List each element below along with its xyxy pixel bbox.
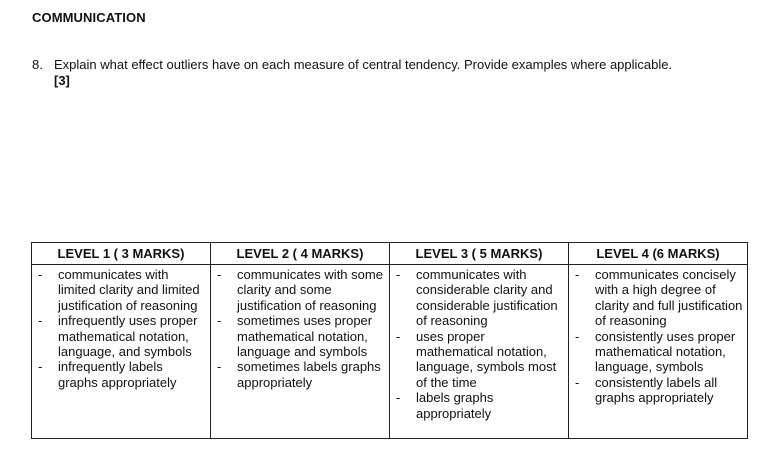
level-2-header: LEVEL 2 ( 4 MARKS)	[211, 243, 390, 265]
level-3-header: LEVEL 3 ( 5 MARKS)	[390, 243, 569, 265]
criterion: - sometimes labels graphs appropriately	[215, 359, 385, 390]
level-4-criteria	[569, 265, 748, 439]
rubric-header-row	[32, 243, 748, 265]
level-3-criteria-list	[394, 267, 564, 421]
question-8	[32, 57, 673, 88]
criterion: - communicates with limited clarity and limited justification of reasoning	[36, 267, 206, 313]
criterion: - communicates concisely with a high degree of clarity and full justification of reasoning	[573, 267, 743, 329]
criterion: - uses proper mathematical notation, language, symbols most of the time	[394, 329, 564, 391]
criterion: - communicates with some clarity and some justification of reasoning	[215, 267, 385, 313]
level-1-header: LEVEL 1 ( 3 MARKS)	[32, 243, 211, 265]
level-1-criteria-list	[36, 267, 206, 390]
level-4-header: LEVEL 4 (6 MARKS)	[569, 243, 748, 265]
level-2-criteria	[211, 265, 390, 439]
criterion: - infrequently uses proper mathematical notation, language, and symbols	[36, 313, 206, 359]
question-marks: [3]	[54, 73, 70, 88]
question-text: Explain what effect outliers have on each measure of central tendency. Provide examples where applicable.	[54, 57, 673, 72]
rubric-table	[31, 242, 748, 439]
rubric-criteria-row	[32, 265, 748, 439]
criterion: - infrequently labels graphs appropriately	[36, 359, 206, 390]
criterion: - communicates with considerable clarity and considerable justification of reasoning	[394, 267, 564, 329]
section-heading: COMMUNICATION	[32, 10, 146, 25]
criterion: - consistently labels all graphs appropriately	[573, 375, 743, 406]
level-4-criteria-list	[573, 267, 743, 406]
level-3-criteria	[390, 265, 569, 439]
criterion: - labels graphs appropriately	[394, 390, 564, 421]
level-2-criteria-list	[215, 267, 385, 390]
level-1-criteria	[32, 265, 211, 439]
criterion: - consistently uses proper mathematical notation, language, symbols	[573, 329, 743, 375]
criterion: - sometimes uses proper mathematical notation, language and symbols	[215, 313, 385, 359]
question-number: 8.	[32, 57, 43, 72]
